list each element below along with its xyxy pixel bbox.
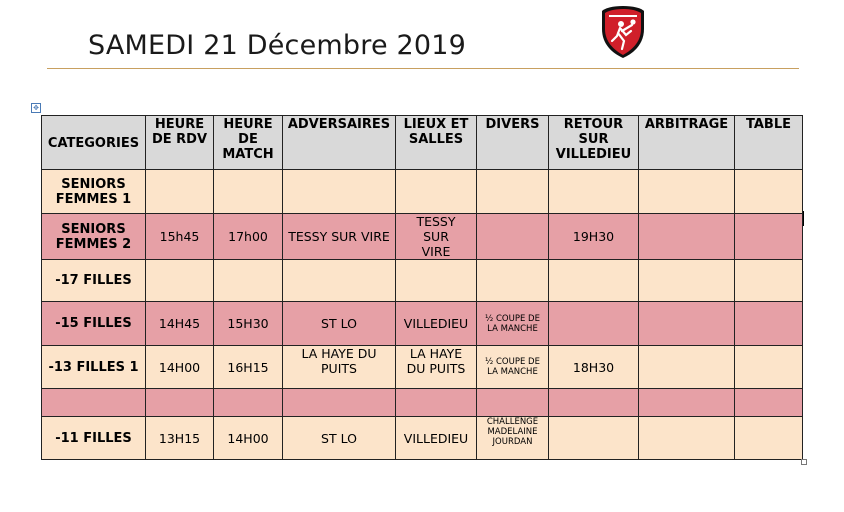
cell-lieu[interactable] [396,170,477,214]
cell-rdv[interactable]: 15h45 [146,214,214,260]
cell-category[interactable]: -17 FILLES [42,260,146,302]
cell-lieu[interactable]: VILLEDIEU [396,417,477,460]
cell-retour[interactable] [549,260,639,302]
cell-match[interactable]: 15H30 [214,302,283,346]
cell-category[interactable]: SENIORS FEMMES 2 [42,214,146,260]
cell-retour[interactable] [549,389,639,417]
cell-match[interactable]: 14H00 [214,417,283,460]
cell-category[interactable]: SENIORS FEMMES 1 [42,170,146,214]
cell-retour[interactable]: 18H30 [549,346,639,389]
cell-rdv[interactable]: 14H45 [146,302,214,346]
cell-match[interactable] [214,170,283,214]
cell-rdv[interactable] [146,389,214,417]
cell-lieu[interactable]: TESSY SUR VIRE [396,214,477,260]
header-heure-rdv: HEURE DE RDV [146,116,214,170]
table-row [42,302,803,346]
handball-club-shield-icon [600,5,646,59]
cell-divers[interactable] [477,214,549,260]
cell-lieu[interactable]: VILLEDIEU [396,302,477,346]
table-row [42,417,803,460]
cell-table[interactable] [735,417,803,460]
cell-arbitrage[interactable] [639,389,735,417]
cell-lieu[interactable] [396,260,477,302]
cell-adversaire[interactable]: LA HAYE DU PUITS [283,346,396,389]
table-move-handle-icon[interactable]: ✥ [31,103,41,113]
cell-arbitrage[interactable] [639,170,735,214]
cell-divers[interactable] [477,389,549,417]
cell-adversaire[interactable]: ST LO [283,417,396,460]
cell-divers[interactable]: ½ COUPE DE LA MANCHE [477,302,549,346]
cell-table[interactable] [735,389,803,417]
cell-category[interactable]: -11 FILLES [42,417,146,460]
cell-match[interactable]: 16H15 [214,346,283,389]
cell-retour[interactable] [549,170,639,214]
cell-match[interactable] [214,389,283,417]
cell-divers[interactable] [477,260,549,302]
header-retour: RETOUR SUR VILLEDIEU [549,116,639,170]
table-row [42,260,803,302]
title-underline [47,68,799,69]
cell-divers[interactable]: CHALLENGE MADELAINE JOURDAN [477,417,549,460]
header-row [42,116,803,170]
cell-arbitrage[interactable] [639,302,735,346]
table-row [42,346,803,389]
cell-adversaire[interactable] [283,170,396,214]
cell-arbitrage[interactable] [639,214,735,260]
cell-table[interactable] [735,260,803,302]
cell-category[interactable] [42,389,146,417]
cell-divers[interactable] [477,170,549,214]
cell-table[interactable] [735,346,803,389]
header-categories: CATEGORIES [42,116,146,170]
cell-adversaire[interactable] [283,389,396,417]
cell-rdv[interactable]: 14H00 [146,346,214,389]
header-arbitrage: ARBITRAGE [639,116,735,170]
cell-rdv[interactable]: 13H15 [146,417,214,460]
cell-rdv[interactable] [146,170,214,214]
cell-retour[interactable] [549,417,639,460]
table-row [42,170,803,214]
cell-divers[interactable]: ½ COUPE DE LA MANCHE [477,346,549,389]
cell-adversaire[interactable]: TESSY SUR VIRE [283,214,396,260]
header-heure-match: HEURE DE MATCH [214,116,283,170]
cell-category[interactable]: -15 FILLES [42,302,146,346]
cell-table[interactable] [735,170,803,214]
header-adversaires: ADVERSAIRES [283,116,396,170]
header-table: TABLE [735,116,803,170]
cell-match[interactable] [214,260,283,302]
cell-adversaire[interactable] [283,260,396,302]
header-lieux: LIEUX ET SALLES [396,116,477,170]
cell-lieu[interactable] [396,389,477,417]
cell-table[interactable] [735,302,803,346]
cell-lieu[interactable]: LA HAYE DU PUITS [396,346,477,389]
cell-category[interactable]: -13 FILLES 1 [42,346,146,389]
cell-retour[interactable] [549,302,639,346]
page-title: SAMEDI 21 Décembre 2019 [88,30,467,61]
cell-match[interactable]: 17h00 [214,214,283,260]
table-resize-handle[interactable] [801,459,807,465]
cell-arbitrage[interactable] [639,417,735,460]
match-schedule-table [41,115,803,460]
cell-table[interactable] [735,214,803,260]
cell-adversaire[interactable]: ST LO [283,302,396,346]
cell-rdv[interactable] [146,260,214,302]
cell-arbitrage[interactable] [639,260,735,302]
table-row [42,214,803,260]
table-row [42,389,803,417]
cell-arbitrage[interactable] [639,346,735,389]
header-divers: DIVERS [477,116,549,170]
cell-retour[interactable]: 19H30 [549,214,639,260]
